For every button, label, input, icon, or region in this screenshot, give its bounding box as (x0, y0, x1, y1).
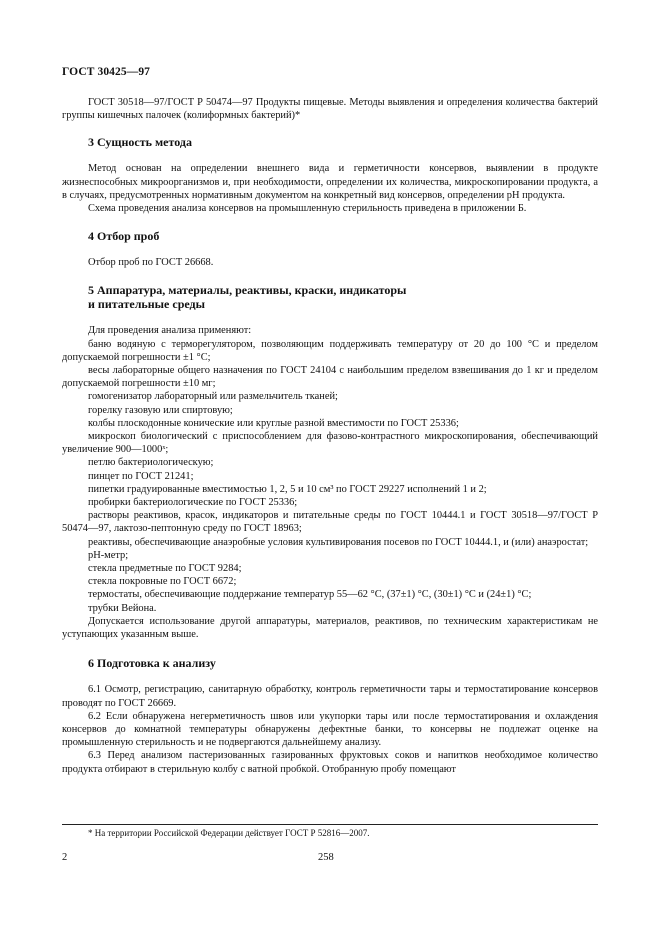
equipment-item: баню водяную с терморегулятором, позволяющим поддерживать температуру от 20 до 100 °С и пределом допускаемой погрешности ±1 °С; (62, 338, 598, 363)
equipment-item: весы лабораторные общего назначения по ГОСТ 24104 с наибольшим пределом взвешивания до 1 кг и пределом допускаемой погрешности ±10 мг; (62, 365, 598, 390)
equipment-item: стекла покровные по ГОСТ 6672; (88, 576, 237, 588)
equipment-item: петлю бактериологическую; (88, 457, 214, 469)
collection-page-number: 258 (318, 852, 334, 863)
equipment-item: гомогенизатор лабораторный или размельчитель тканей; (88, 391, 338, 403)
equipment-item: пипетки градуированные вместимостью 1, 2, 5 и 10 см³ по ГОСТ 29227 исполнений 1 и 2; (88, 483, 487, 495)
equipment-item: колбы плоскодонные конические или круглые разной вместимости по ГОСТ 25336; (88, 417, 459, 429)
page-number: 2 (62, 852, 68, 863)
section-5-title-line2: и питательные среды (88, 297, 205, 312)
document-header: ГОСТ 30425—97 (62, 66, 151, 78)
equipment-item: Для проведения анализа применяют: (88, 325, 252, 337)
section-6-title: 6 Подготовка к анализу (88, 656, 216, 671)
section-5-title (62, 283, 598, 311)
section-3-paragraph: Метод основан на определении внешнего вида и герметичности консервов, выявлении в продукте жизнеспособных микроорганизмов и, при необходимости, определении их количества, микроскопировании продукта, а в случаях, предусмотренных нормативным документом на конкретный вид консервов, определении pH продукта. (62, 163, 598, 201)
equipment-note: Допускается использование другой аппаратуры, материалов, реактивов, по техническим характеристикам не уступающих указанным выше. (62, 615, 598, 641)
section-6-paragraph: 6.3 Перед анализом пастеризованных газированных фруктовых соков и напитков необходимое количество продукта отбирают в стерильную колбу с ватной пробкой. Отобранную пробу помещают (62, 750, 598, 775)
intro-reference: ГОСТ 30518—97/ГОСТ Р 50474—97 Продукты пищевые. Методы выявления и определения количества бактерий группы кишечных палочек (колиформных бактерий)* (62, 97, 598, 122)
section-5-title-line1: 5 Аппаратура, материалы, реактивы, краски, индикаторы (88, 283, 407, 298)
equipment-item: горелку газовую или спиртовую; (88, 404, 233, 416)
equipment-item: pH-метр; (88, 549, 129, 561)
section-6-paragraph: 6.1 Осмотр, регистрацию, санитарную обработку, контроль герметичности тары и термостатирование консервов проводят по ГОСТ 26669. (62, 684, 598, 709)
footnote: * На территории Российской Федерации действует ГОСТ Р 52816—2007. (88, 828, 370, 838)
equipment-item: трубки Вейона. (88, 602, 157, 614)
section-4-title: 4 Отбор проб (88, 229, 160, 244)
section-3-title: 3 Сущность метода (88, 135, 192, 150)
equipment-item: реактивы, обеспечивающие анаэробные условия культивирования посевов по ГОСТ 10444.1, и (или) анаэростат; (88, 536, 589, 548)
equipment-item: пробирки бактериологические по ГОСТ 25336; (88, 497, 298, 509)
section-3-paragraph: Схема проведения анализа консервов на промышленную стерильность приведена в приложении Б. (88, 203, 527, 215)
equipment-item: микроскоп биологический с приспособлением для фазово-контрастного микроскопирования, обеспечивающий увеличение 900—1000ˣ; (62, 431, 598, 456)
footnote-divider (62, 824, 598, 825)
equipment-item: пинцет по ГОСТ 21241; (88, 470, 194, 482)
section-4-paragraph: Отбор проб по ГОСТ 26668. (88, 257, 214, 269)
document-body (62, 96, 598, 776)
equipment-item: растворы реактивов, красок, индикаторов и питательные среды по ГОСТ 10444.1 и ГОСТ 30518—97/ГОСТ Р 50474—97, лактозо-пептонную среду по ГОСТ 18963; (62, 510, 598, 535)
section-6-paragraph: 6.2 Если обнаружена негерметичность швов или укупорки тары или после термостатирования и охлаждения консервов до комнатной температуры обнаружены дефектные банки, то консервы не подлежат оценке на промышленную стерильность и не подвергаются дальнейшему анализу. (62, 710, 598, 749)
equipment-item: стекла предметные по ГОСТ 9284; (88, 563, 242, 575)
equipment-item: термостаты, обеспечивающие поддержание температур 55—62 °С, (37±1) °С, (30±1) °С и (24±1) °С; (88, 589, 532, 601)
